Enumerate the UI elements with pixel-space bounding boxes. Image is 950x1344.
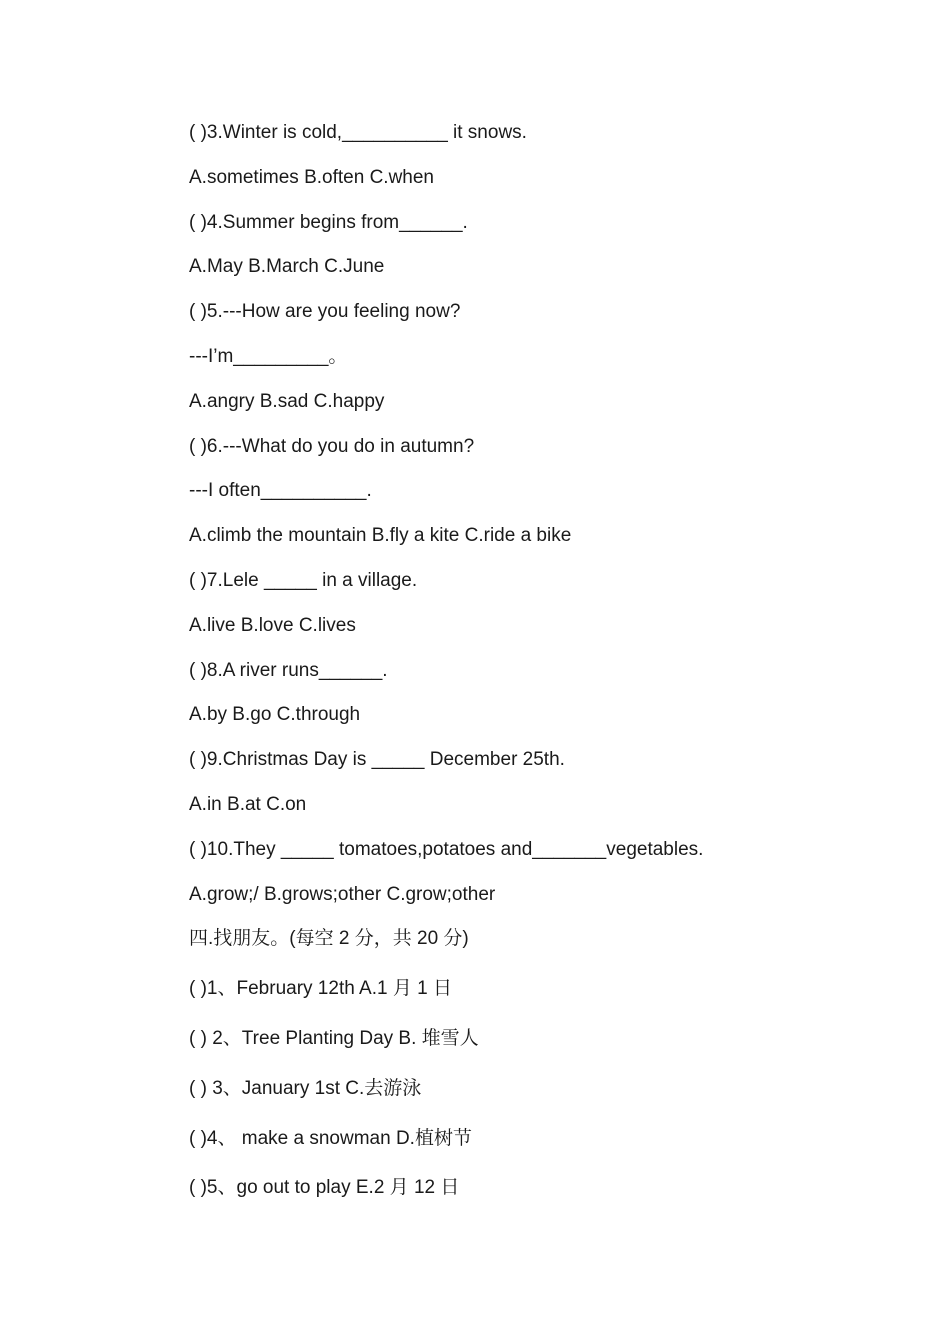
question-6-options: A.climb the mountain B.fly a kite C.ride a bike <box>189 525 572 547</box>
match-item-2: ( ) 2、Tree Planting Day B. 堆雪人 <box>189 1027 479 1049</box>
section-title: 四.找朋友。(每空 2 分，共 20 分) <box>189 928 469 950</box>
question-9: ( )9.Christmas Day is _____ December 25th. <box>189 749 565 771</box>
question-5: ( )5.---How are you feeling now? <box>189 301 461 323</box>
question-5-options: A.angry B.sad C.happy <box>189 390 385 412</box>
question-10-options: A.grow;/ B.grows;other C.grow;other <box>189 883 496 905</box>
question-7: ( )7.Lele _____ in a village. <box>189 569 418 591</box>
question-4: ( )4.Summer begins from______. <box>189 211 468 233</box>
match-item-5: ( )5、go out to play E.2 月 12 日 <box>189 1177 460 1199</box>
question-8-options: A.by B.go C.through <box>189 704 361 726</box>
match-item-4: ( )4、 make a snowman D.植树节 <box>189 1127 472 1149</box>
question-6: ( )6.---What do you do in autumn? <box>189 435 475 457</box>
document-content <box>189 118 829 1223</box>
question-3-options: A.sometimes B.often C.when <box>189 166 434 188</box>
question-10: ( )10.They _____ tomatoes,potatoes and_______vegetables. <box>189 838 704 860</box>
match-item-3: ( ) 3、January 1st C.去游泳 <box>189 1077 422 1099</box>
question-6-answer: ---I often__________. <box>189 480 372 502</box>
question-4-options: A.May B.March C.June <box>189 256 385 278</box>
question-7-options: A.live B.love C.lives <box>189 614 356 636</box>
question-9-options: A.in B.at C.on <box>189 793 307 815</box>
match-item-1: ( )1、February 12th A.1 月 1 日 <box>189 978 452 1000</box>
question-5-answer: ---I’m_________。 <box>189 345 348 367</box>
question-3: ( )3.Winter is cold,__________ it snows. <box>189 122 527 143</box>
question-8: ( )8.A river runs______. <box>189 659 388 681</box>
